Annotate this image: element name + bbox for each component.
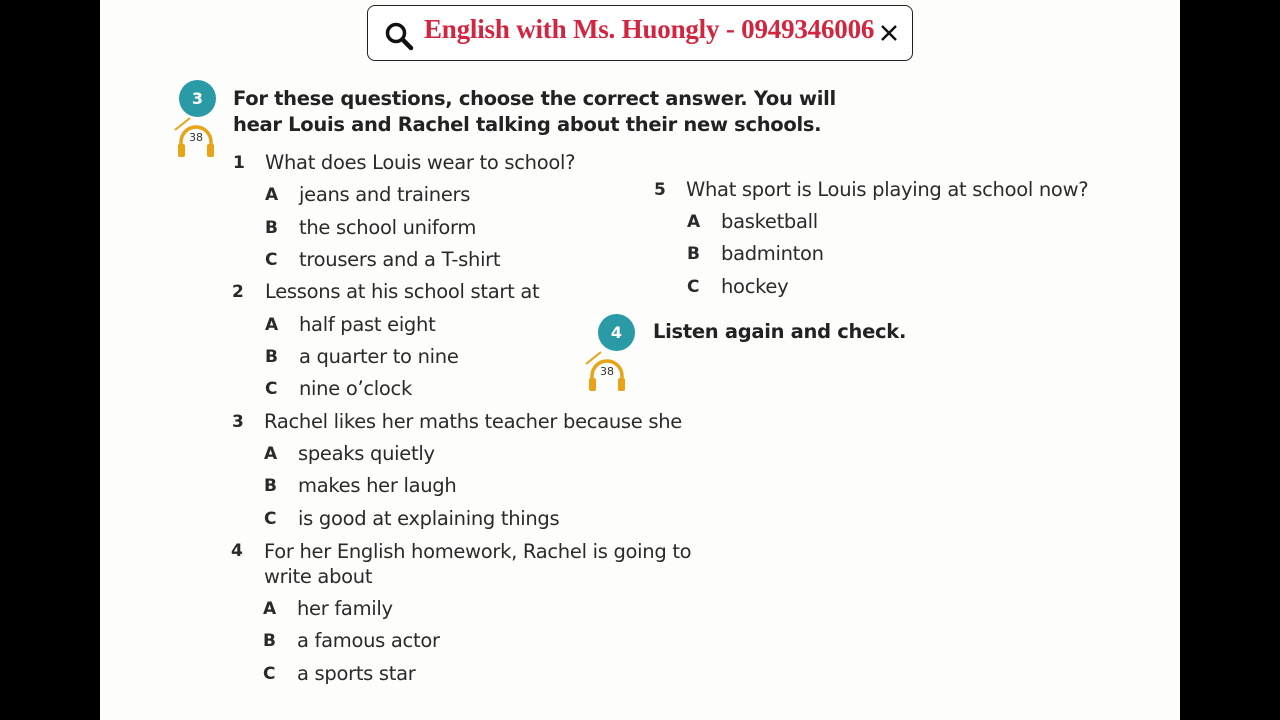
question-text-line1: For her English homework, Rachel is going to (264, 540, 692, 563)
option-letter: A (264, 444, 277, 464)
question-number: 2 (232, 282, 244, 302)
option-text: half past eight (299, 313, 436, 336)
headphones-icon (583, 350, 631, 394)
question-number: 1 (233, 153, 245, 173)
option-letter: B (265, 218, 278, 238)
option-letter: B (264, 476, 277, 496)
search-bar[interactable] (367, 5, 913, 61)
option-text: nine o’clock (299, 377, 412, 400)
option-letter: B (263, 631, 276, 651)
option-letter: B (265, 347, 278, 367)
option-text: is good at explaining things (298, 507, 560, 530)
close-icon[interactable] (876, 20, 902, 46)
search-icon[interactable] (384, 21, 414, 51)
option-text: hockey (721, 275, 789, 298)
question-text: What does Louis wear to school? (265, 151, 576, 174)
exercise-3-badge: 3 (179, 80, 216, 117)
question-text-line2: write about (264, 565, 373, 588)
question-number: 3 (232, 412, 244, 432)
option-text: a sports star (297, 662, 416, 685)
track-number: 38 (189, 131, 203, 144)
option-letter: C (265, 379, 278, 399)
exercise-3-instruction-line2: hear Louis and Rachel talking about their new schools. (233, 113, 822, 136)
exercise-3-instruction-line1: For these questions, choose the correct answer. You will (233, 87, 836, 110)
exercise-4-badge: 4 (598, 314, 635, 351)
option-letter: C (264, 509, 277, 529)
question-number: 5 (654, 180, 666, 200)
option-text: a famous actor (297, 629, 440, 652)
question-text: What sport is Louis playing at school now? (686, 178, 1089, 201)
option-letter: C (265, 250, 278, 270)
option-text: the school uniform (299, 216, 477, 239)
option-letter: B (687, 244, 700, 264)
track-number: 38 (600, 365, 614, 378)
option-letter: A (687, 212, 700, 232)
question-text: Rachel likes her maths teacher because she (264, 410, 682, 433)
question-text: Lessons at his school start at (265, 280, 540, 303)
option-text: makes her laugh (298, 474, 457, 497)
option-text: jeans and trainers (299, 183, 471, 206)
option-text: badminton (721, 242, 824, 265)
headphones-icon (172, 116, 220, 160)
option-letter: A (265, 315, 278, 335)
option-text: speaks quietly (298, 442, 435, 465)
exercise-4-instruction: Listen again and check. (653, 320, 907, 343)
question-number: 4 (231, 541, 243, 561)
option-letter: A (265, 185, 278, 205)
option-text: trousers and a T-shirt (299, 248, 501, 271)
option-letter: A (263, 599, 276, 619)
option-text: her family (297, 597, 393, 620)
option-text: basketball (721, 210, 818, 233)
option-letter: C (687, 277, 700, 297)
option-text: a quarter to nine (299, 345, 459, 368)
option-letter: C (263, 664, 276, 684)
search-text[interactable]: English with Ms. Huongly - 0949346006 (424, 14, 875, 44)
